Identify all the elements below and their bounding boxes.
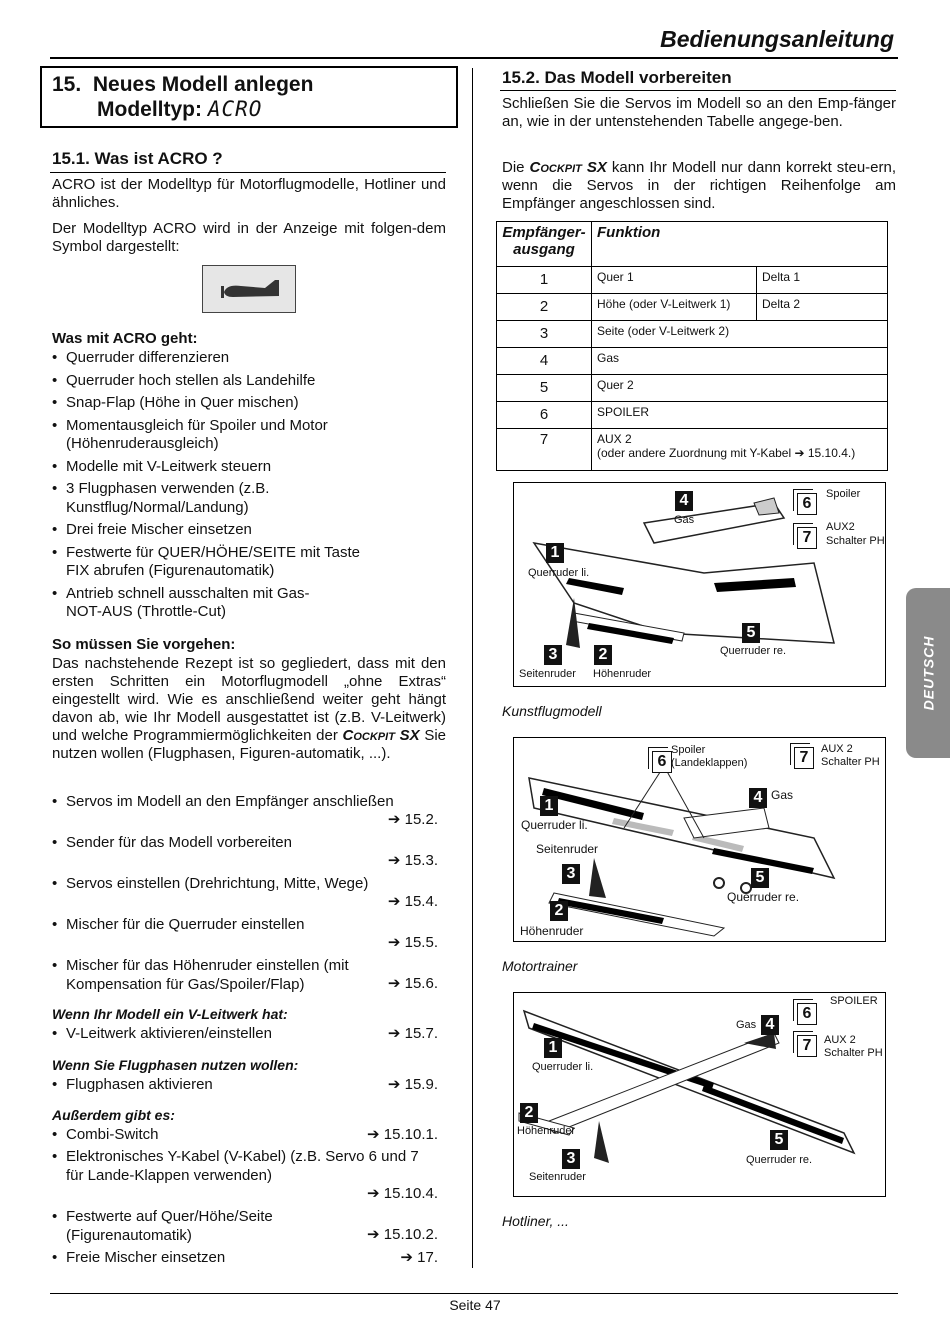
caption-trainer: Motortrainer <box>502 958 578 974</box>
step-ref: ➔ 15.4. <box>387 893 438 910</box>
label-aux2: AUX 2 <box>821 743 853 755</box>
cell-output: 2 <box>497 294 592 321</box>
page-number: Seite 47 <box>449 1297 501 1313</box>
label-querruder-re: Querruder re. <box>727 890 800 904</box>
language-tab-label: DEUTSCH <box>920 635 937 711</box>
phase-item <box>52 1076 438 1096</box>
table-row <box>497 348 888 375</box>
paragraph-servo-connect: Schließen Sie die Servos im Modell so an den Emp-fänger an, wie in der untenstehenden Tabelle angege-ben. <box>502 95 896 130</box>
cell-function: Gas <box>592 348 888 375</box>
extra-item <box>52 1249 438 1269</box>
badge-4: 4 <box>675 491 693 511</box>
label-aux2: AUX 2 <box>824 1034 856 1046</box>
cell-output: 1 <box>497 267 592 294</box>
list-item: • Modelle mit V-Leitwerk steuern <box>52 458 446 477</box>
section-heading-line2 <box>97 97 262 122</box>
paragraph-acro-intro: ACRO ist der Modelltyp für Motorflugmodelle, Hotliner und ähnliches. <box>52 176 446 211</box>
step-text: • Mischer für das Höhenruder einstellen (mit Kompensation für Gas/Spoiler/Flap) <box>52 957 366 994</box>
footer-rule <box>50 1293 898 1294</box>
label-querruder-li: Querruder li. <box>532 1061 594 1073</box>
label-schalter-ph: Schalter PH <box>824 1047 883 1059</box>
badge-2: 2 <box>594 645 612 665</box>
label-querruder-re: Querruder re. <box>746 1154 813 1166</box>
page-header-title: Bedienungsanleitung <box>660 26 894 52</box>
paragraph-acro-symbol: Der Modelltyp ACRO wird in der Anzeige mit folgen-dem Symbol dargestellt: <box>52 220 446 255</box>
vtail-item <box>52 1025 438 1045</box>
extra-item <box>52 1148 438 1208</box>
cell-function: Seite (oder V-Leitwerk 2) <box>592 321 888 348</box>
step-item <box>52 834 438 875</box>
cell-output: 6 <box>497 402 592 429</box>
label-spoiler: SPOILER <box>830 995 878 1007</box>
aerobatic-plane-drawing <box>514 483 885 686</box>
extra-ref: ➔ 15.10.4. <box>367 1185 438 1202</box>
label-spoiler: Spoiler <box>671 744 706 756</box>
badge-1: 1 <box>540 796 558 816</box>
p2-prefix: Die <box>502 159 525 176</box>
list-item: • Momentausgleich für Spoiler und Motor (Höhenruderausgleich) <box>52 417 366 454</box>
section-number: 15. <box>52 73 82 96</box>
table-row <box>497 375 888 402</box>
badge-7: 7 <box>797 1035 817 1057</box>
subsection-rule <box>50 172 446 173</box>
vtail-ref: ➔ 15.7. <box>387 1025 438 1042</box>
step-text: • Servos im Modell an den Empfänger anschließen <box>52 793 436 812</box>
extra-list <box>52 1126 438 1269</box>
list-item: • Querruder differenzieren <box>52 349 446 368</box>
table-header-function: Funktion <box>592 222 888 267</box>
badge-4: 4 <box>761 1015 779 1035</box>
list-item: • Drei freie Mischer einsetzen <box>52 521 446 540</box>
badge-1: 1 <box>544 1038 562 1058</box>
badge-3: 3 <box>544 645 562 665</box>
step-text: • Sender für das Modell vorbereiten <box>52 834 438 853</box>
cell-function: Höhe (oder V-Leitwerk 1) <box>592 294 757 321</box>
badge-1: 1 <box>546 543 564 563</box>
language-tab-label-wrap <box>906 588 950 758</box>
cell-output: 5 <box>497 375 592 402</box>
howto-title: So müssen Sie vorgehen: <box>52 636 236 653</box>
step-ref: ➔ 15.2. <box>387 811 438 828</box>
label-gas: Gas <box>736 1019 757 1031</box>
badge-2: 2 <box>550 901 568 921</box>
cell-delta: Delta 2 <box>757 294 888 321</box>
table-row <box>497 321 888 348</box>
label-gas: Gas <box>674 514 695 526</box>
table-row <box>497 429 888 471</box>
vtail-text: • V-Leitwerk aktivieren/einstellen <box>52 1025 438 1044</box>
vtail-title: Wenn Ihr Modell ein V-Leitwerk hat: <box>52 1006 288 1022</box>
list-item: • Festwerte für QUER/HÖHE/SEITE mit Taste FIX abrufen (Figurenautomatik) <box>52 544 376 581</box>
header-rule <box>50 57 898 59</box>
cell-output: 4 <box>497 348 592 375</box>
step-item <box>52 916 438 957</box>
section-title-line1: Neues Modell anlegen <box>92 73 314 96</box>
subsection-rule <box>500 90 896 91</box>
extra-ref: ➔ 15.10.2. <box>367 1226 438 1243</box>
badge-6: 6 <box>797 1003 817 1025</box>
step-text: • Mischer für die Querruder einstellen <box>52 916 438 935</box>
label-landeklappen: (Landeklappen) <box>671 757 748 769</box>
figure-hotliner <box>513 992 886 1197</box>
howto-text-b: Sie nutzen wollen (Flugphasen, Figuren-automatik, ...). <box>52 727 446 762</box>
badge-4: 4 <box>749 788 767 808</box>
badge-5: 5 <box>770 1130 788 1150</box>
cell-delta: Delta 1 <box>757 267 888 294</box>
subsection-15-2-title: 15.2. Das Modell vorbereiten <box>502 68 732 87</box>
label-querruder-li: Querruder li. <box>521 818 588 832</box>
label-spoiler: Spoiler <box>826 488 861 500</box>
acro-plane-icon <box>203 266 295 312</box>
label-hoehenruder: Höhenruder <box>517 1125 576 1137</box>
table-header-output: Empfänger-ausgang <box>497 222 592 267</box>
step-ref: ➔ 15.3. <box>387 852 438 869</box>
step-ref: ➔ 15.6. <box>387 975 438 992</box>
label-gas: Gas <box>771 788 794 802</box>
cell-function: Quer 1 <box>592 267 757 294</box>
cell-function-line1: AUX 2 <box>597 432 632 446</box>
list-item: • Antrieb schnell ausschalten mit Gas-NOT-AUS (Throttle-Cut) <box>52 585 326 622</box>
badge-3: 3 <box>562 864 580 884</box>
label-hoehenruder: Höhenruder <box>520 924 584 938</box>
subsection-15-1-title: 15.1. Was ist ACRO ? <box>52 149 223 168</box>
steps-list <box>52 793 438 998</box>
extra-text: • Festwerte auf Quer/Höhe/Seite (Figurenautomatik) <box>52 1208 306 1245</box>
p2-suffix: kann Ihr Modell nur dann korrekt steu-ern, wenn die Servos in der richtigen Reihenfolge am Empfänger angeschlossen sind. <box>502 159 897 212</box>
phase-title: Wenn Sie Flugphasen nutzen wollen: <box>52 1057 299 1073</box>
figure-aerobatic <box>513 482 886 687</box>
cell-output: 3 <box>497 321 592 348</box>
column-divider <box>472 68 473 1268</box>
caption-aerobatic: Kunstflugmodell <box>502 703 602 719</box>
howto-text-a: Das nachstehende Rezept ist so gegliedert, dass mit den ersten Schritten ein Motorflugmodell „ohne Extras“ eingestellt wird. Wie es anschließend weiter geht hängt davon ab, wie Ihr Modell ausgestattet ist (z.B. V-Leitwerk) und welche Programmiermöglichkeiten der <box>52 655 446 744</box>
step-ref: ➔ 15.5. <box>387 934 438 951</box>
cell-function: Quer 2 <box>592 375 888 402</box>
phase-ref: ➔ 15.9. <box>387 1076 438 1093</box>
servo-assignment-table <box>496 221 888 471</box>
label-schalter-ph: Schalter PH <box>826 535 885 547</box>
step-item <box>52 957 438 998</box>
caption-hotliner: Hotliner, ... <box>502 1213 569 1229</box>
howto-paragraph <box>52 655 446 763</box>
figure-trainer <box>513 737 886 942</box>
extra-title: Außerdem gibt es: <box>52 1107 175 1123</box>
badge-6: 6 <box>652 751 672 773</box>
extra-ref: ➔ 15.10.1. <box>367 1126 438 1143</box>
label-hoehenruder: Höhenruder <box>593 668 652 680</box>
extra-item <box>52 1126 438 1148</box>
list-item: • Querruder hoch stellen als Landehilfe <box>52 372 446 391</box>
table-row <box>497 402 888 429</box>
extra-text: • Freie Mischer einsetzen <box>52 1249 438 1268</box>
can-do-title: Was mit ACRO geht: <box>52 330 198 347</box>
step-item <box>52 875 438 916</box>
badge-7: 7 <box>797 527 817 549</box>
cell-function-line2: (oder andere Zuordnung mit Y-Kabel ➔ 15.10.4.) <box>597 446 856 460</box>
label-schalter-ph: Schalter PH <box>821 756 880 768</box>
extra-ref: ➔ 17. <box>400 1249 438 1266</box>
label-querruder-re: Querruder re. <box>720 645 787 657</box>
paragraph-servo-order <box>502 159 896 213</box>
label-querruder-li: Querruder li. <box>528 567 590 579</box>
cell-function <box>592 429 888 471</box>
label-seitenruder: Seitenruder <box>536 842 599 856</box>
step-text: • Servos einstellen (Drehrichtung, Mitte, Wege) <box>52 875 438 894</box>
can-do-list <box>52 349 446 626</box>
badge-3: 3 <box>562 1149 580 1169</box>
section-title-prefix: Modelltyp: <box>97 98 202 121</box>
list-item: • Snap-Flap (Höhe in Quer mischen) <box>52 394 446 413</box>
section-heading <box>52 72 313 97</box>
extra-text: • Combi-Switch <box>52 1126 438 1145</box>
label-aux2: AUX2 <box>826 521 855 533</box>
model-type-lcd: ACRO <box>207 97 263 121</box>
brand-name: Cockpit SX <box>342 727 420 744</box>
table-row <box>497 267 888 294</box>
cell-output: 7 <box>497 429 592 471</box>
list-item: • 3 Flugphasen verwenden (z.B. Kunstflug/Normal/Landung) <box>52 480 326 517</box>
badge-6: 6 <box>797 493 817 515</box>
badge-5: 5 <box>751 868 769 888</box>
label-seitenruder: Seitenruder <box>519 668 576 680</box>
acro-symbol-box <box>202 265 296 313</box>
badge-2: 2 <box>520 1103 538 1123</box>
cell-function: SPOILER <box>592 402 888 429</box>
label-seitenruder: Seitenruder <box>529 1171 586 1183</box>
badge-5: 5 <box>742 623 760 643</box>
brand-name: Cockpit SX <box>529 159 607 176</box>
table-row <box>497 294 888 321</box>
extra-text: • Elektronisches Y-Kabel (V-Kabel) (z.B. Servo 6 und 7 für Lande-Klappen verwenden) <box>52 1148 436 1185</box>
extra-item <box>52 1208 438 1249</box>
badge-7: 7 <box>794 747 814 769</box>
phase-text: • Flugphasen aktivieren <box>52 1076 438 1095</box>
step-item <box>52 793 438 834</box>
